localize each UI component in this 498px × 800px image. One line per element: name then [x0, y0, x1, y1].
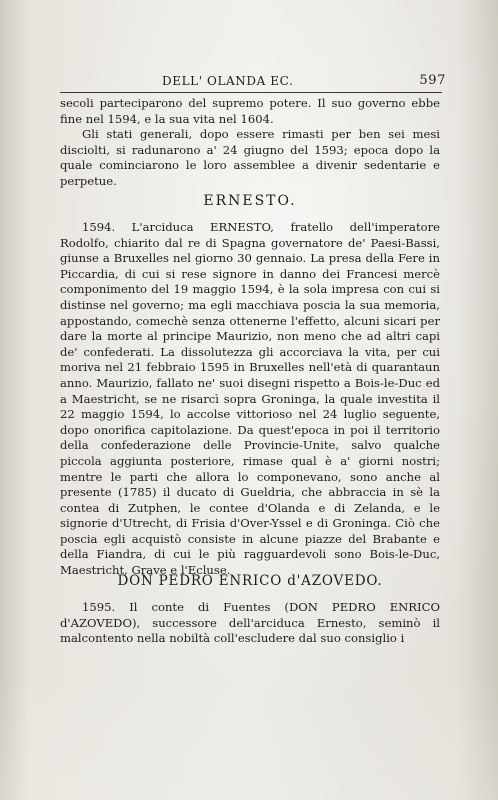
ernesto-paragraph: 1594. L'arciduca ERNESTO, fratello dell'imperatore Rodolfo, chiarito dal re di Spagna governatore de' Paesi-Bassi, giunse a Bruxelles nel giorno 30 gennaio. La presa della Fere in Piccardia, di cui si rese signore in danno dei Francesi mercè componimento del 19 maggio 1594, è la sola impresa con cui si distinse nel governo; ma egli macchiava poscia la sua memoria, appostando, comechè senza ottenerne l'effetto, alcuni sicari per dare la morte al principe Maurizio, non meno che ad altri capi de' confederati. La dissolutezza gli accorciava la vita, per cui moriva nel 21 febbraio 1595 in Bruxelles nell'età di quarantaun anno. Maurizio, fallato ne' suoi disegni rispetto a Bois-le-Duc ed a Maestricht, se ne risarcì sopra Groninga, la quale investita il 22 maggio 1594, lo accolse vittorioso nel 24 luglio seguente, dopo onorifica capitolazione. Da quest'epoca in poi il territorio della confederazione delle Provincie-Unite, salvo qualche piccola aggiunta posteriore, rimase qual è a' giorni nostri; mentre le parti che allora lo componevano, sono anche al presente (1785) il ducato di Gueldria, che abbraccia in sè la contea di Zutphen, le contee d'Olanda e di Zelanda, e le signorie d'Utrecht, di Frisia d'Over-Yssel e di Groninga. Ciò che poscia egli acquistò consiste in alcune piazze del Brabante e della Fiandra, di cui le più ragguardevoli sono Bois-le-Duc, Maestricht, Grave e l'Ecluse. [60, 220, 440, 578]
running-title: DELL' OLANDA EC. [162, 74, 294, 88]
intro-paragraph-2: Gli stati generali, dopo essere rimasti per ben sei mesi disciolti, si radunarono a' 24 giugno del 1593; epoca dopo la quale cominciarono le loro assemblee a divenir sedentarie e perpetue. [60, 127, 440, 188]
page-shading [0, 680, 498, 800]
intro-text [60, 96, 440, 190]
page-number: 597 [419, 73, 446, 88]
intro-paragraph-1: secoli parteciparono del supremo potere. Il suo governo ebbe fine nel 1594, e la sua vita nel 1604. [60, 96, 440, 126]
section-text-ernesto [60, 220, 440, 579]
section-heading-azovedo: DON PEDRO ENRICO d'AZOVEDO. [117, 573, 383, 589]
header-rule [60, 92, 442, 93]
running-head [60, 73, 446, 92]
section-heading-ernesto: ERNESTO. [203, 193, 297, 209]
azovedo-paragraph: 1595. Il conte di Fuentes (DON PEDRO ENRICO d'AZOVEDO), successore dell'arciduca Ernesto, seminò il malcontento nella nobiltà coll'escludere dal suo consiglio i [60, 600, 440, 646]
section-text-azovedo [60, 600, 440, 647]
